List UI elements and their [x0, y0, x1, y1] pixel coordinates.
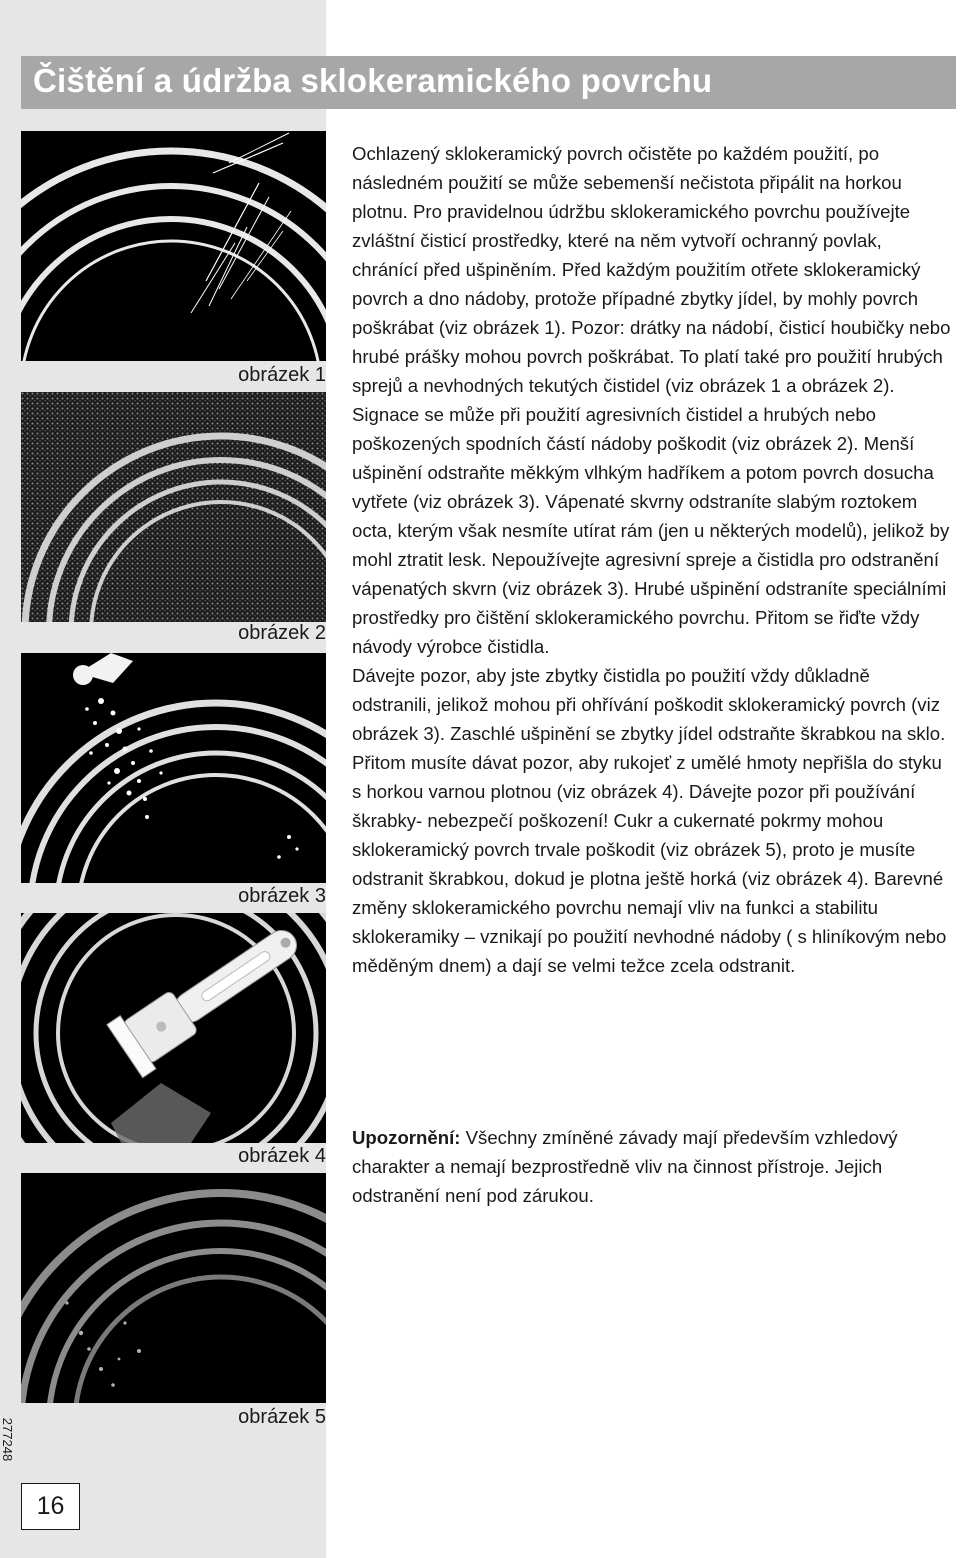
- scraper-on-hob-image: [21, 913, 326, 1143]
- title-bar: [21, 56, 956, 109]
- figure-5-caption: obrázek 5: [238, 1406, 326, 1428]
- warning-notice: [352, 1123, 952, 1210]
- page-title: Čištění a údržba sklokeramického povrchu: [33, 62, 713, 99]
- page-number-box: [21, 1483, 80, 1530]
- warning-label: Upozornění:: [352, 1127, 461, 1148]
- warning-text: Všechny zmíněné závady mají především vzhledový charakter a nemají bezprostředně vliv na činnost přístroje. Jejich odstranění není pod zárukou.: [352, 1127, 898, 1206]
- figure-3-caption: obrázek 3: [238, 885, 326, 907]
- figure-4-caption: obrázek 4: [238, 1145, 326, 1167]
- figure-2-image: [21, 392, 326, 622]
- scratched-ceramic-hob-image: [21, 131, 326, 361]
- figure-5-image: [21, 1173, 326, 1403]
- figure-4-image: [21, 913, 326, 1143]
- spray-cleaner-on-hob-image: [21, 653, 326, 883]
- figure-3-image: [21, 653, 326, 883]
- figure-1-image: [21, 131, 326, 361]
- figure-1-caption: obrázek 1: [238, 364, 326, 386]
- damaged-textured-hob-image: [21, 392, 326, 622]
- figure-2-caption: obrázek 2: [238, 622, 326, 644]
- body-text: [352, 139, 952, 980]
- body-paragraph-2: Dávejte pozor, aby jste zbytky čistidla po použití vždy důkladně odstranili, jelikož mohou při ohřívání poškodit sklokeramický povrch (viz obrázek 3). Zaschlé ušpinění se zbytky jídel odstraňte škrabkou na sklo. Přitom musíte dávat pozor, aby rukojeť z umělé hmoty nepřišla do styku s horkou varnou plotnou (viz obrázek 4). Dávejte pozor při používání škrabky- nebezpečí poškození! Cukr a cukernaté pokrmy mohou sklokeramický povrch trvale poškodit (viz obrázek 5), proto je musíte odstranit škrabkou, dokud je plotna ještě horká (viz obrázek 4). Barevné změny sklokeramického povrchu nemají vliv na funkci a stabilitu sklokeramiky – vznikají po použití nevhodné nádoby ( s hliníkovým nebo měděným dnem) a dají se velmi težce zcela odstranit.: [352, 665, 947, 976]
- document-number: 277248: [0, 1417, 16, 1462]
- body-paragraph-1: Ochlazený sklokeramický povrch očistěte po každém použití, po následném použití se může sebemenší nečistota připálit na horkou plotnu. Pro pravidelnou údržbu sklokeramického povrchu používejte zvláštní čisticí prostředky, které na něm vytvoří ochranný povlak, chránící před ušpiněním. Před každým použitím otřete sklokeramický povrch a dno nádoby, protože případné zbytky jídel, by mohly povrch poškrábat (viz obrázek 1). Pozor: drátky na nádobí, čisticí houbičky nebo hrubé prášky mohou povrch poškrábat. To platí také pro použití hrubých sprejů a nevhodných tekutých čistidel (viz obrázek 1 a obrázek 2). Signace se může při použití agresivních čistidel a hrubých nebo poškozených spodních částí nádoby poškodit (viz obrázek 2). Menší ušpinění odstraňte měkkým vlhkým hadříkem a potom povrch dosucha vytřete (viz obrázek 3). Vápenaté skvrny odstraníte slabým roztokem octa, kterým však nesmíte utírat rám (jen u některých modelů), jelikož by mohl ztratit lesk. Nepoužívejte agresivní spreje a čistidla pro odstranění vápenatých skvrn (viz obrázek 3). Hrubé ušpinění odstraníte speciálními prostředky pro čištění sklokeramického povrchu. Přitom se řiďte vždy návody výrobce čistidla.: [352, 143, 951, 657]
- page-number: 16: [36, 1492, 65, 1520]
- sugar-damage-hob-image: [21, 1173, 326, 1403]
